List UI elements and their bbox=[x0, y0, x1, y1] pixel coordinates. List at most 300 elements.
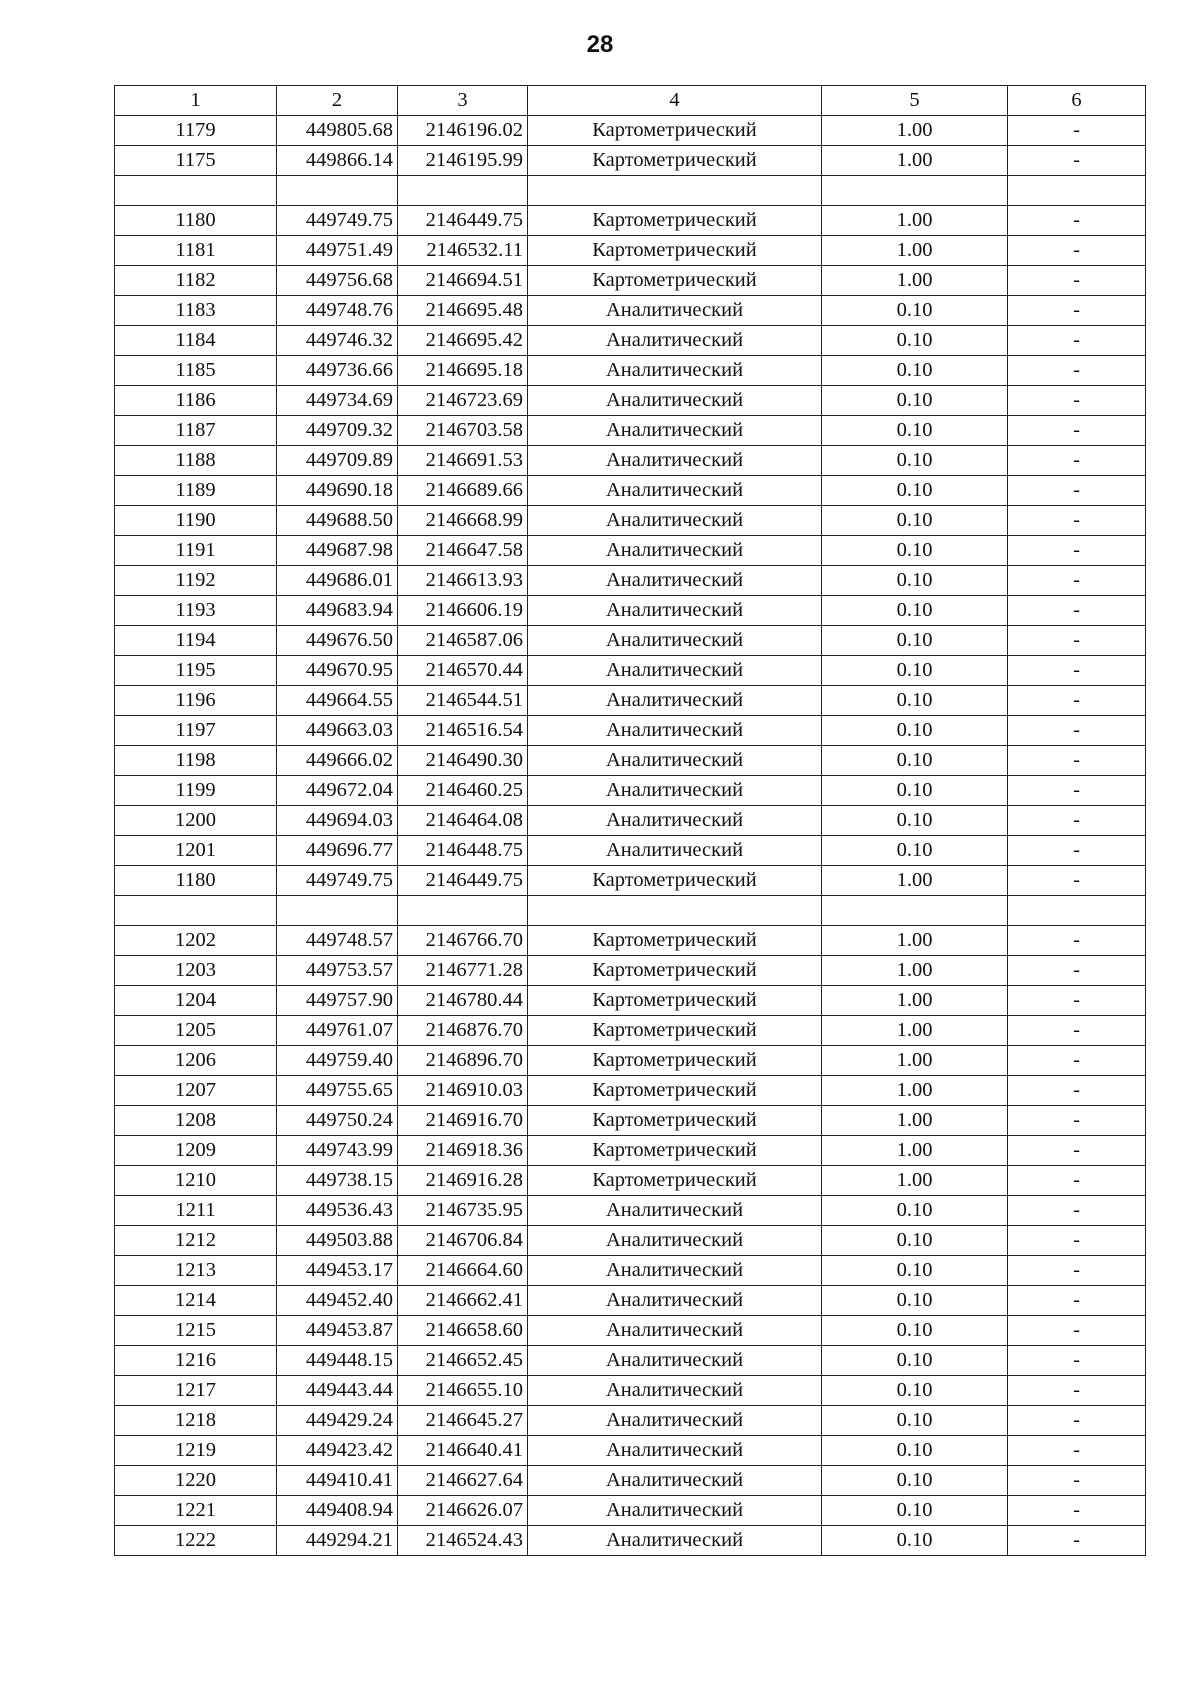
table-row bbox=[115, 835, 1146, 865]
x-coordinate-cell: 449750.24 bbox=[277, 1105, 398, 1135]
x-coordinate-cell: 449536.43 bbox=[277, 1195, 398, 1225]
y-coordinate-cell: 2146196.02 bbox=[398, 116, 528, 146]
x-coordinate-cell: 449452.40 bbox=[277, 1285, 398, 1315]
method-cell: Картометрический bbox=[528, 1015, 822, 1045]
table-row bbox=[115, 1165, 1146, 1195]
accuracy-cell: 0.10 bbox=[822, 1315, 1008, 1345]
point-number-cell: 1179 bbox=[115, 116, 277, 146]
point-number-cell: 1186 bbox=[115, 385, 277, 415]
note-cell: - bbox=[1008, 116, 1146, 146]
y-coordinate-cell: 2146706.84 bbox=[398, 1225, 528, 1255]
note-cell: - bbox=[1008, 745, 1146, 775]
accuracy-cell: 1.00 bbox=[822, 116, 1008, 146]
point-number-cell: 1196 bbox=[115, 685, 277, 715]
accuracy-cell: 0.10 bbox=[822, 295, 1008, 325]
method-cell: Аналитический bbox=[528, 1285, 822, 1315]
y-coordinate-cell: 2146876.70 bbox=[398, 1015, 528, 1045]
accuracy-cell: 1.00 bbox=[822, 1075, 1008, 1105]
point-number-cell: 1200 bbox=[115, 805, 277, 835]
y-coordinate-cell: 2146464.08 bbox=[398, 805, 528, 835]
x-coordinate-cell: 449738.15 bbox=[277, 1165, 398, 1195]
method-cell: Картометрический bbox=[528, 985, 822, 1015]
x-coordinate-cell: 449670.95 bbox=[277, 655, 398, 685]
method-cell: Картометрический bbox=[528, 865, 822, 895]
accuracy-cell: 0.10 bbox=[822, 775, 1008, 805]
accuracy-cell: 1.00 bbox=[822, 1105, 1008, 1135]
x-coordinate-cell: 449751.49 bbox=[277, 235, 398, 265]
method-cell: Аналитический bbox=[528, 1345, 822, 1375]
x-coordinate-cell: 449736.66 bbox=[277, 355, 398, 385]
note-cell: - bbox=[1008, 1075, 1146, 1105]
point-number-cell: 1185 bbox=[115, 355, 277, 385]
y-coordinate-cell: 2146645.27 bbox=[398, 1405, 528, 1435]
x-coordinate-cell: 449709.32 bbox=[277, 415, 398, 445]
y-coordinate-cell: 2146695.18 bbox=[398, 355, 528, 385]
y-coordinate-cell: 2146694.51 bbox=[398, 265, 528, 295]
note-cell: - bbox=[1008, 955, 1146, 985]
x-coordinate-cell: 449761.07 bbox=[277, 1015, 398, 1045]
note-cell: - bbox=[1008, 1435, 1146, 1465]
x-coordinate-cell: 449408.94 bbox=[277, 1495, 398, 1525]
table-row bbox=[115, 625, 1146, 655]
point-number-cell: 1189 bbox=[115, 475, 277, 505]
table-row bbox=[115, 205, 1146, 235]
x-coordinate-cell: 449453.17 bbox=[277, 1255, 398, 1285]
accuracy-cell: 1.00 bbox=[822, 925, 1008, 955]
y-coordinate-cell: 2146647.58 bbox=[398, 535, 528, 565]
accuracy-cell: 0.10 bbox=[822, 1405, 1008, 1435]
accuracy-cell: 0.10 bbox=[822, 535, 1008, 565]
x-coordinate-cell: 449687.98 bbox=[277, 535, 398, 565]
y-coordinate-cell: 2146460.25 bbox=[398, 775, 528, 805]
point-number-cell bbox=[115, 895, 277, 925]
point-number-cell: 1193 bbox=[115, 595, 277, 625]
point-number-cell: 1221 bbox=[115, 1495, 277, 1525]
x-coordinate-cell: 449448.15 bbox=[277, 1345, 398, 1375]
column-header-5: 5 bbox=[822, 86, 1008, 116]
y-coordinate-cell: 2146695.42 bbox=[398, 325, 528, 355]
y-coordinate-cell: 2146613.93 bbox=[398, 565, 528, 595]
method-cell: Аналитический bbox=[528, 625, 822, 655]
method-cell: Аналитический bbox=[528, 1405, 822, 1435]
note-cell: - bbox=[1008, 1465, 1146, 1495]
column-header-1: 1 bbox=[115, 86, 277, 116]
point-number-cell: 1204 bbox=[115, 985, 277, 1015]
method-cell bbox=[528, 176, 822, 206]
point-number-cell: 1202 bbox=[115, 925, 277, 955]
table-row bbox=[115, 1075, 1146, 1105]
accuracy-cell: 0.10 bbox=[822, 805, 1008, 835]
accuracy-cell: 0.10 bbox=[822, 835, 1008, 865]
point-number-cell bbox=[115, 176, 277, 206]
accuracy-cell: 1.00 bbox=[822, 865, 1008, 895]
x-coordinate-cell: 449453.87 bbox=[277, 1315, 398, 1345]
method-cell: Аналитический bbox=[528, 835, 822, 865]
note-cell: - bbox=[1008, 865, 1146, 895]
accuracy-cell: 0.10 bbox=[822, 1255, 1008, 1285]
x-coordinate-cell: 449686.01 bbox=[277, 565, 398, 595]
note-cell: - bbox=[1008, 1255, 1146, 1285]
method-cell: Аналитический bbox=[528, 655, 822, 685]
table-row bbox=[115, 565, 1146, 595]
x-coordinate-cell: 449805.68 bbox=[277, 116, 398, 146]
method-cell: Аналитический bbox=[528, 475, 822, 505]
point-number-cell: 1175 bbox=[115, 146, 277, 176]
y-coordinate-cell: 2146627.64 bbox=[398, 1465, 528, 1495]
y-coordinate-cell: 2146544.51 bbox=[398, 685, 528, 715]
table-row bbox=[115, 895, 1146, 925]
accuracy-cell: 0.10 bbox=[822, 625, 1008, 655]
x-coordinate-cell: 449749.75 bbox=[277, 205, 398, 235]
accuracy-cell: 0.10 bbox=[822, 1375, 1008, 1405]
accuracy-cell: 1.00 bbox=[822, 1135, 1008, 1165]
y-coordinate-cell: 2146640.41 bbox=[398, 1435, 528, 1465]
x-coordinate-cell: 449694.03 bbox=[277, 805, 398, 835]
table-row bbox=[115, 745, 1146, 775]
accuracy-cell bbox=[822, 895, 1008, 925]
y-coordinate-cell: 2146703.58 bbox=[398, 415, 528, 445]
y-coordinate-cell bbox=[398, 176, 528, 206]
point-number-cell: 1215 bbox=[115, 1315, 277, 1345]
point-number-cell: 1220 bbox=[115, 1465, 277, 1495]
table-row bbox=[115, 1315, 1146, 1345]
method-cell: Картометрический bbox=[528, 1165, 822, 1195]
x-coordinate-cell: 449749.75 bbox=[277, 865, 398, 895]
point-number-cell: 1181 bbox=[115, 235, 277, 265]
table-row bbox=[115, 1195, 1146, 1225]
note-cell bbox=[1008, 176, 1146, 206]
note-cell: - bbox=[1008, 1525, 1146, 1555]
point-number-cell: 1184 bbox=[115, 325, 277, 355]
point-number-cell: 1182 bbox=[115, 265, 277, 295]
table-row bbox=[115, 715, 1146, 745]
y-coordinate-cell: 2146626.07 bbox=[398, 1495, 528, 1525]
note-cell: - bbox=[1008, 775, 1146, 805]
note-cell: - bbox=[1008, 835, 1146, 865]
y-coordinate-cell: 2146780.44 bbox=[398, 985, 528, 1015]
y-coordinate-cell: 2146448.75 bbox=[398, 835, 528, 865]
note-cell: - bbox=[1008, 625, 1146, 655]
accuracy-cell: 0.10 bbox=[822, 1285, 1008, 1315]
point-number-cell: 1198 bbox=[115, 745, 277, 775]
point-number-cell: 1205 bbox=[115, 1015, 277, 1045]
y-coordinate-cell: 2146918.36 bbox=[398, 1135, 528, 1165]
accuracy-cell: 0.10 bbox=[822, 385, 1008, 415]
accuracy-cell: 0.10 bbox=[822, 475, 1008, 505]
table-row bbox=[115, 955, 1146, 985]
table-row bbox=[115, 1285, 1146, 1315]
method-cell: Картометрический bbox=[528, 1045, 822, 1075]
y-coordinate-cell: 2146735.95 bbox=[398, 1195, 528, 1225]
x-coordinate-cell: 449756.68 bbox=[277, 265, 398, 295]
table-row bbox=[115, 925, 1146, 955]
note-cell: - bbox=[1008, 505, 1146, 535]
table-row bbox=[115, 176, 1146, 206]
accuracy-cell: 0.10 bbox=[822, 745, 1008, 775]
point-number-cell: 1217 bbox=[115, 1375, 277, 1405]
point-number-cell: 1183 bbox=[115, 295, 277, 325]
point-number-cell: 1210 bbox=[115, 1165, 277, 1195]
table-row bbox=[115, 1465, 1146, 1495]
y-coordinate-cell: 2146532.11 bbox=[398, 235, 528, 265]
table-body bbox=[115, 116, 1146, 1556]
point-number-cell: 1207 bbox=[115, 1075, 277, 1105]
method-cell: Аналитический bbox=[528, 355, 822, 385]
method-cell: Аналитический bbox=[528, 1195, 822, 1225]
table-row bbox=[115, 415, 1146, 445]
point-number-cell: 1180 bbox=[115, 205, 277, 235]
method-cell: Картометрический bbox=[528, 955, 822, 985]
accuracy-cell: 0.10 bbox=[822, 415, 1008, 445]
table-row bbox=[115, 985, 1146, 1015]
y-coordinate-cell: 2146195.99 bbox=[398, 146, 528, 176]
note-cell: - bbox=[1008, 1345, 1146, 1375]
x-coordinate-cell: 449503.88 bbox=[277, 1225, 398, 1255]
point-number-cell: 1194 bbox=[115, 625, 277, 655]
y-coordinate-cell: 2146658.60 bbox=[398, 1315, 528, 1345]
point-number-cell: 1219 bbox=[115, 1435, 277, 1465]
point-number-cell: 1203 bbox=[115, 955, 277, 985]
point-number-cell: 1199 bbox=[115, 775, 277, 805]
accuracy-cell: 0.10 bbox=[822, 685, 1008, 715]
x-coordinate-cell: 449743.99 bbox=[277, 1135, 398, 1165]
accuracy-cell bbox=[822, 176, 1008, 206]
method-cell: Картометрический bbox=[528, 116, 822, 146]
method-cell: Аналитический bbox=[528, 505, 822, 535]
y-coordinate-cell: 2146668.99 bbox=[398, 505, 528, 535]
x-coordinate-cell: 449866.14 bbox=[277, 146, 398, 176]
method-cell: Аналитический bbox=[528, 1315, 822, 1345]
y-coordinate-cell bbox=[398, 895, 528, 925]
point-number-cell: 1188 bbox=[115, 445, 277, 475]
point-number-cell: 1197 bbox=[115, 715, 277, 745]
note-cell: - bbox=[1008, 355, 1146, 385]
x-coordinate-cell: 449672.04 bbox=[277, 775, 398, 805]
note-cell: - bbox=[1008, 1045, 1146, 1075]
method-cell: Картометрический bbox=[528, 925, 822, 955]
point-number-cell: 1213 bbox=[115, 1255, 277, 1285]
note-cell: - bbox=[1008, 1495, 1146, 1525]
x-coordinate-cell: 449294.21 bbox=[277, 1525, 398, 1555]
note-cell: - bbox=[1008, 475, 1146, 505]
method-cell: Аналитический bbox=[528, 325, 822, 355]
method-cell: Аналитический bbox=[528, 535, 822, 565]
y-coordinate-cell: 2146524.43 bbox=[398, 1525, 528, 1555]
y-coordinate-cell: 2146449.75 bbox=[398, 865, 528, 895]
table-row bbox=[115, 1435, 1146, 1465]
x-coordinate-cell bbox=[277, 176, 398, 206]
table-row bbox=[115, 1495, 1146, 1525]
y-coordinate-cell: 2146766.70 bbox=[398, 925, 528, 955]
method-cell: Картометрический bbox=[528, 235, 822, 265]
x-coordinate-cell: 449676.50 bbox=[277, 625, 398, 655]
method-cell: Картометрический bbox=[528, 1135, 822, 1165]
table-row bbox=[115, 1255, 1146, 1285]
table-row bbox=[115, 595, 1146, 625]
accuracy-cell: 0.10 bbox=[822, 1195, 1008, 1225]
method-cell: Аналитический bbox=[528, 1495, 822, 1525]
note-cell: - bbox=[1008, 1165, 1146, 1195]
x-coordinate-cell: 449757.90 bbox=[277, 985, 398, 1015]
method-cell: Аналитический bbox=[528, 415, 822, 445]
note-cell: - bbox=[1008, 805, 1146, 835]
note-cell: - bbox=[1008, 445, 1146, 475]
y-coordinate-cell: 2146695.48 bbox=[398, 295, 528, 325]
note-cell: - bbox=[1008, 1195, 1146, 1225]
method-cell: Аналитический bbox=[528, 1435, 822, 1465]
note-cell: - bbox=[1008, 205, 1146, 235]
method-cell: Аналитический bbox=[528, 295, 822, 325]
page-number: 28 bbox=[586, 31, 614, 58]
note-cell: - bbox=[1008, 925, 1146, 955]
method-cell: Аналитический bbox=[528, 385, 822, 415]
point-number-cell: 1216 bbox=[115, 1345, 277, 1375]
point-number-cell: 1208 bbox=[115, 1105, 277, 1135]
method-cell: Аналитический bbox=[528, 445, 822, 475]
table-row bbox=[115, 685, 1146, 715]
table-row bbox=[115, 325, 1146, 355]
table-row bbox=[115, 445, 1146, 475]
x-coordinate-cell: 449748.76 bbox=[277, 295, 398, 325]
y-coordinate-cell: 2146691.53 bbox=[398, 445, 528, 475]
accuracy-cell: 0.10 bbox=[822, 1435, 1008, 1465]
table-row bbox=[115, 475, 1146, 505]
y-coordinate-cell: 2146689.66 bbox=[398, 475, 528, 505]
table-row bbox=[115, 235, 1146, 265]
note-cell: - bbox=[1008, 535, 1146, 565]
method-cell: Картометрический bbox=[528, 1105, 822, 1135]
accuracy-cell: 0.10 bbox=[822, 505, 1008, 535]
y-coordinate-cell: 2146910.03 bbox=[398, 1075, 528, 1105]
point-number-cell: 1192 bbox=[115, 565, 277, 595]
note-cell: - bbox=[1008, 715, 1146, 745]
method-cell: Аналитический bbox=[528, 1525, 822, 1555]
x-coordinate-cell bbox=[277, 895, 398, 925]
y-coordinate-cell: 2146771.28 bbox=[398, 955, 528, 985]
x-coordinate-cell: 449759.40 bbox=[277, 1045, 398, 1075]
table-row bbox=[115, 1045, 1146, 1075]
note-cell: - bbox=[1008, 595, 1146, 625]
table-row bbox=[115, 1375, 1146, 1405]
note-cell: - bbox=[1008, 685, 1146, 715]
method-cell: Картометрический bbox=[528, 1075, 822, 1105]
accuracy-cell: 0.10 bbox=[822, 655, 1008, 685]
y-coordinate-cell: 2146449.75 bbox=[398, 205, 528, 235]
note-cell: - bbox=[1008, 1405, 1146, 1435]
point-number-cell: 1212 bbox=[115, 1225, 277, 1255]
accuracy-cell: 1.00 bbox=[822, 955, 1008, 985]
table-row bbox=[115, 1405, 1146, 1435]
x-coordinate-cell: 449753.57 bbox=[277, 955, 398, 985]
note-cell: - bbox=[1008, 1285, 1146, 1315]
accuracy-cell: 1.00 bbox=[822, 146, 1008, 176]
point-number-cell: 1209 bbox=[115, 1135, 277, 1165]
method-cell: Аналитический bbox=[528, 565, 822, 595]
point-number-cell: 1218 bbox=[115, 1405, 277, 1435]
point-number-cell: 1187 bbox=[115, 415, 277, 445]
accuracy-cell: 0.10 bbox=[822, 1495, 1008, 1525]
method-cell: Аналитический bbox=[528, 1225, 822, 1255]
accuracy-cell: 0.10 bbox=[822, 1525, 1008, 1555]
y-coordinate-cell: 2146655.10 bbox=[398, 1375, 528, 1405]
y-coordinate-cell: 2146490.30 bbox=[398, 745, 528, 775]
accuracy-cell: 1.00 bbox=[822, 1165, 1008, 1195]
accuracy-cell: 1.00 bbox=[822, 985, 1008, 1015]
table-row bbox=[115, 355, 1146, 385]
x-coordinate-cell: 449755.65 bbox=[277, 1075, 398, 1105]
note-cell: - bbox=[1008, 385, 1146, 415]
table-row bbox=[115, 116, 1146, 146]
point-number-cell: 1195 bbox=[115, 655, 277, 685]
accuracy-cell: 1.00 bbox=[822, 265, 1008, 295]
table-row bbox=[115, 1525, 1146, 1555]
accuracy-cell: 0.10 bbox=[822, 1465, 1008, 1495]
note-cell: - bbox=[1008, 415, 1146, 445]
method-cell: Аналитический bbox=[528, 775, 822, 805]
y-coordinate-cell: 2146652.45 bbox=[398, 1345, 528, 1375]
point-number-cell: 1201 bbox=[115, 835, 277, 865]
table-row bbox=[115, 1015, 1146, 1045]
y-coordinate-cell: 2146896.70 bbox=[398, 1045, 528, 1075]
note-cell: - bbox=[1008, 265, 1146, 295]
point-number-cell: 1222 bbox=[115, 1525, 277, 1555]
method-cell: Аналитический bbox=[528, 715, 822, 745]
table-row bbox=[115, 805, 1146, 835]
point-number-cell: 1191 bbox=[115, 535, 277, 565]
accuracy-cell: 1.00 bbox=[822, 205, 1008, 235]
accuracy-cell: 0.10 bbox=[822, 325, 1008, 355]
accuracy-cell: 0.10 bbox=[822, 595, 1008, 625]
table-row bbox=[115, 505, 1146, 535]
x-coordinate-cell: 449666.02 bbox=[277, 745, 398, 775]
y-coordinate-cell: 2146662.41 bbox=[398, 1285, 528, 1315]
coordinates-table bbox=[114, 85, 1146, 1556]
table-row bbox=[115, 295, 1146, 325]
note-cell: - bbox=[1008, 295, 1146, 325]
method-cell: Картометрический bbox=[528, 265, 822, 295]
accuracy-cell: 0.10 bbox=[822, 1225, 1008, 1255]
method-cell bbox=[528, 895, 822, 925]
method-cell: Аналитический bbox=[528, 1255, 822, 1285]
table-row bbox=[115, 775, 1146, 805]
accuracy-cell: 1.00 bbox=[822, 1045, 1008, 1075]
accuracy-cell: 1.00 bbox=[822, 1015, 1008, 1045]
accuracy-cell: 0.10 bbox=[822, 355, 1008, 385]
accuracy-cell: 0.10 bbox=[822, 1345, 1008, 1375]
note-cell: - bbox=[1008, 146, 1146, 176]
point-number-cell: 1180 bbox=[115, 865, 277, 895]
x-coordinate-cell: 449443.44 bbox=[277, 1375, 398, 1405]
note-cell: - bbox=[1008, 1105, 1146, 1135]
y-coordinate-cell: 2146587.06 bbox=[398, 625, 528, 655]
table-header bbox=[115, 86, 1146, 116]
method-cell: Аналитический bbox=[528, 745, 822, 775]
table-row bbox=[115, 1135, 1146, 1165]
table-row bbox=[115, 865, 1146, 895]
table-row bbox=[115, 535, 1146, 565]
table-row bbox=[115, 1345, 1146, 1375]
method-cell: Аналитический bbox=[528, 685, 822, 715]
method-cell: Картометрический bbox=[528, 146, 822, 176]
note-cell: - bbox=[1008, 1375, 1146, 1405]
method-cell: Аналитический bbox=[528, 595, 822, 625]
method-cell: Аналитический bbox=[528, 805, 822, 835]
accuracy-cell: 0.10 bbox=[822, 565, 1008, 595]
note-cell: - bbox=[1008, 1315, 1146, 1345]
note-cell: - bbox=[1008, 325, 1146, 355]
point-number-cell: 1211 bbox=[115, 1195, 277, 1225]
x-coordinate-cell: 449734.69 bbox=[277, 385, 398, 415]
